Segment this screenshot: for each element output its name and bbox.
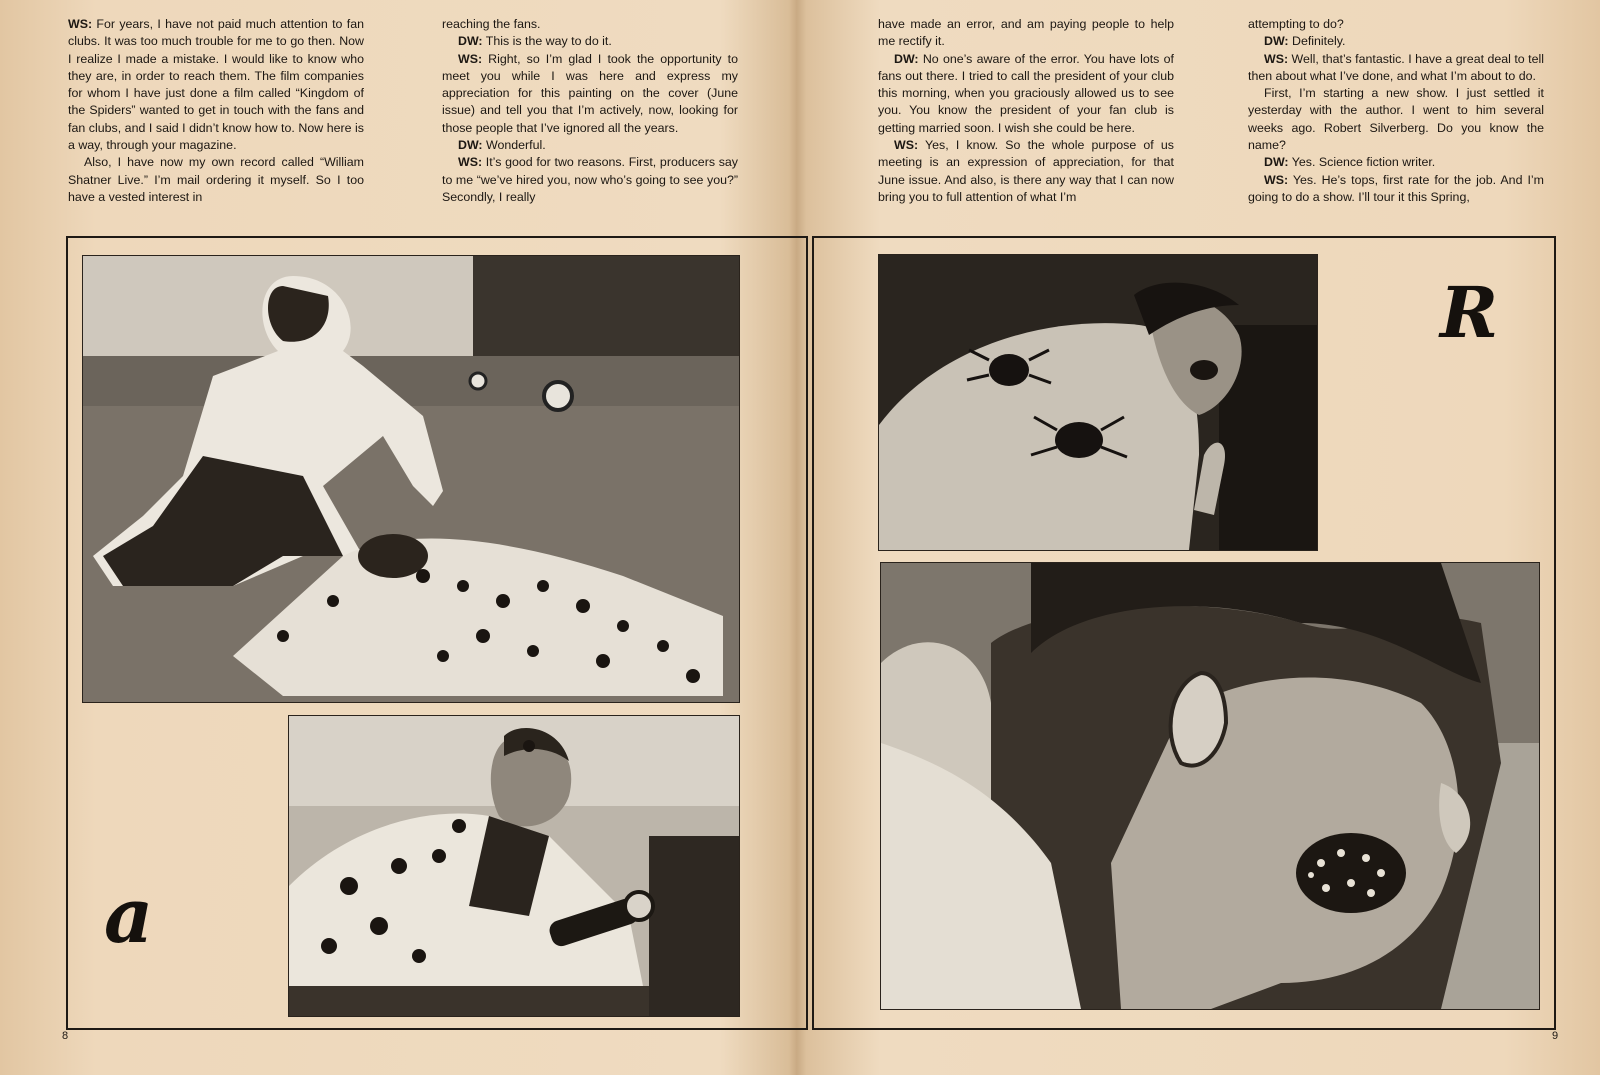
- photo-man-with-flashlight: [288, 715, 740, 1017]
- paragraph-text: Yes. Science fiction writer.: [1288, 155, 1436, 170]
- page-number-right: 9: [1552, 1030, 1559, 1042]
- photo-kneeling-man: [82, 255, 740, 703]
- speaker-label: DW:: [1264, 155, 1289, 170]
- speaker-label: DW:: [894, 51, 919, 66]
- paragraph: [878, 137, 1174, 206]
- paragraph: [442, 154, 738, 206]
- paragraph-text: Also, I have now my own record called “William Shatner Live.” I’m mail ordering it myself. So I too have a vested interest in: [68, 155, 364, 204]
- speaker-label: WS:: [458, 51, 483, 66]
- speaker-label: DW:: [458, 138, 483, 153]
- paragraph: [1248, 172, 1544, 207]
- paragraph: [442, 137, 738, 154]
- paragraph-text: attempting to do?: [1248, 17, 1344, 31]
- paragraph: [1248, 33, 1544, 50]
- paragraph: [442, 16, 738, 33]
- paragraph-text: reaching the fans.: [442, 17, 541, 31]
- paragraph-text: Definitely.: [1288, 34, 1346, 49]
- paragraph: [1248, 85, 1544, 154]
- speaker-label: DW:: [1264, 34, 1289, 49]
- paragraph: [878, 16, 1174, 51]
- paragraph: [442, 51, 738, 137]
- speaker-label: WS:: [1264, 51, 1289, 66]
- speaker-label: DW:: [458, 34, 483, 49]
- text-column-3: [878, 16, 1174, 236]
- paragraph-text: For years, I have not paid much attention to fan clubs. It was too much trouble for me to go then. Now I realize I made a mistake. I would like to know who they are, in order to reach them. The film companies for whom I have just done a film called “Kingdom of the Spiders” wanted to get in touch with the fans and fan clubs, and I said I didn’t know how to. Now here is a way, through your magazine.: [68, 17, 364, 153]
- speaker-label: WS:: [894, 138, 919, 153]
- paragraph: [878, 51, 1174, 137]
- text-column-2: [442, 16, 738, 236]
- text-column-4: [1248, 16, 1544, 236]
- paragraph-text: Wonderful.: [482, 138, 546, 153]
- paragraph: [1248, 16, 1544, 33]
- photo-spiders-on-shirt: [878, 254, 1318, 551]
- paragraph-text: No one’s aware of the error. You have lots of fans out there. I tried to call the president of your club this morning, when you graciously allowed us to see you. You know the president of your fan club is getting married soon. I wish she could be here.: [878, 51, 1174, 135]
- decorative-letter-r: R: [1440, 271, 1499, 354]
- page-number-left: 8: [62, 1030, 69, 1042]
- paragraph-text: Yes. He’s tops, first rate for the job. And I’m going to do a show. I’ll tour it this Spring,: [1248, 172, 1544, 204]
- photo-face-closeup: [880, 562, 1540, 1010]
- speaker-label: WS:: [68, 17, 93, 31]
- paragraph-text: Well, that’s fantastic. I have a great deal to tell then about what I’ve done, and what I’m about to do.: [1248, 51, 1544, 83]
- paragraph-text: First, I’m starting a new show. I just settled it yesterday with the author. I went to him several weeks ago. Robert Silverberg. Do you know the name?: [1248, 86, 1544, 153]
- paragraph: [68, 154, 364, 206]
- paragraph: [442, 33, 738, 50]
- speaker-label: WS:: [1264, 172, 1289, 187]
- text-column-1: [68, 16, 364, 236]
- paragraph: [68, 16, 364, 154]
- paragraph-text: This is the way to do it.: [482, 34, 612, 49]
- speaker-label: WS:: [458, 155, 483, 170]
- paragraph-text: It’s good for two reasons. First, producers say to me “we’ve hired you, now who’s going to see you?” Secondly, I really: [442, 155, 738, 204]
- paragraph-text: have made an error, and am paying people to help me rectify it.: [878, 17, 1174, 49]
- paragraph-text: Yes, I know. So the whole purpose of us meeting is an expression of appreciation, for that June issue. And also, is there any way that I can now bring you to full attention of what I’m: [878, 138, 1174, 204]
- paragraph-text: Right, so I’m glad I took the opportunity to meet you while I was here and express my appreciation for this painting on the cover (June issue) and tell you that I’m actively, now, looking for those people that I’ve ignored all the years.: [442, 51, 738, 135]
- decorative-letter-a: a: [104, 871, 154, 960]
- paragraph: [1248, 154, 1544, 171]
- paragraph: [1248, 51, 1544, 86]
